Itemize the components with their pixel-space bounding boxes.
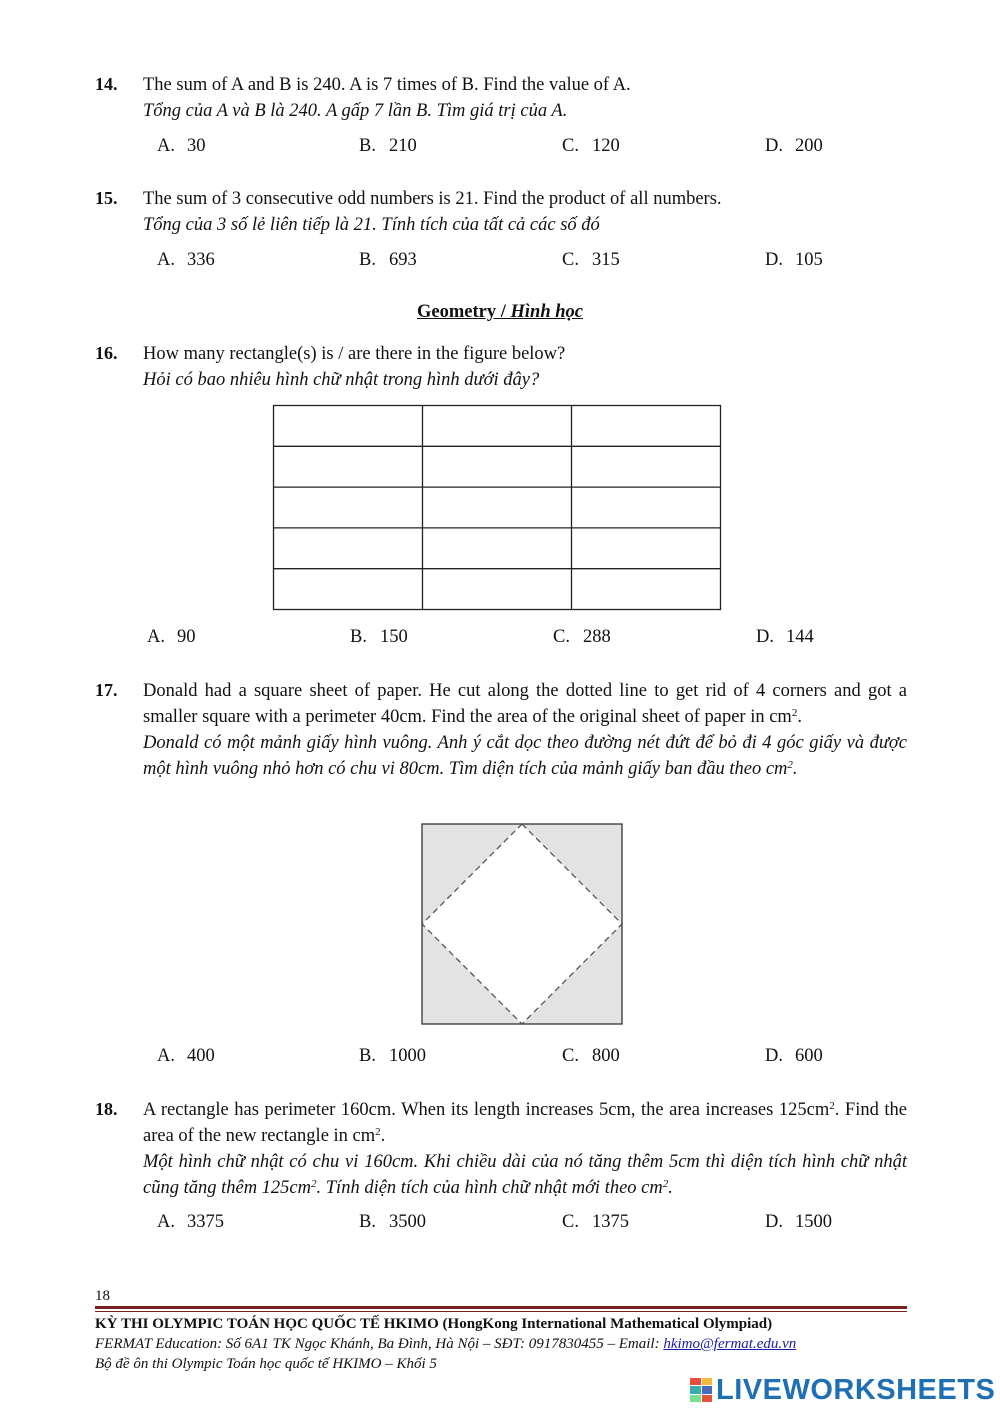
option-a[interactable]: A. 30 [157,136,206,156]
question-text-en: The sum of 3 consecutive odd numbers is 21. Find the product of all numbers. [143,189,722,209]
option-d[interactable]: D. 200 [765,136,823,156]
question-text-en: The sum of A and B is 240. A is 7 times of B. Find the value of A. [143,75,631,95]
footer-email-link[interactable]: hkimo@fermat.edu.vn [663,1336,797,1352]
option-b[interactable]: B. 150 [350,627,408,647]
option-b[interactable]: B. 1000 [359,1046,426,1066]
option-a[interactable]: A. 90 [147,627,196,647]
option-b[interactable]: B. 3500 [359,1212,426,1232]
grid-outer-border [274,406,721,610]
question-14 [95,72,907,124]
liveworksheets-logo-icon [690,1378,712,1402]
option-b[interactable]: B. 693 [359,250,417,270]
option-c[interactable]: C. 315 [562,250,620,270]
footer-rule [95,1306,907,1309]
question-number: 14. [95,74,118,94]
question-number: 15. [95,188,118,208]
section-heading-en: Geometry / [417,302,511,322]
cut-square-figure [421,823,623,1025]
footer-subtitle: Bộ đề ôn thi Olympic Toán học quốc tế HKIMO – Khối 5 [95,1356,437,1372]
option-c[interactable]: C. 120 [562,136,620,156]
option-d[interactable]: D. 1500 [765,1212,832,1232]
liveworksheets-brand [690,1374,995,1406]
question-text-vi: Hỏi có bao nhiêu hình chữ nhật trong hình dưới đây? [143,370,540,390]
question-text-en: Donald had a square sheet of paper. He cut along the dotted line to get rid of 4 corners and got a smaller square with a perimeter 40cm. Find the area of the original sheet of paper in $cm^2$. [143,681,907,727]
option-c[interactable]: C. 800 [562,1046,620,1066]
question-17 [95,678,907,782]
question-number: 17. [95,680,118,700]
liveworksheets-wordmark: LIVEWORKSHEETS [716,1373,996,1406]
rectangle-grid-figure [272,404,722,612]
question-text-vi: Một hình chữ nhật có chu vi 160cm. Khi chiều dài của nó tăng thêm 5cm thì diện tích hình chữ nhật cũng tăng thêm $125cm^2$. Tính diện tích của hình chữ nhật mới theo $cm^2$. [143,1152,907,1198]
question-text-vi: Tổng của A và B là 240. A gấp 7 lần B. Tìm giá trị của A. [143,101,568,121]
question-text-en: A rectangle has perimeter 160cm. When its length increases 5cm, the area increases $125cm^2$. Find the area of the new rectangle in $cm^2$. [143,1100,907,1146]
question-16 [95,341,907,393]
option-c[interactable]: C. 288 [553,627,611,647]
footer-title: KỲ THI OLYMPIC TOÁN HỌC QUỐC TẾ HKIMO (HongKong International Mathematical Olympiad) [95,1316,773,1332]
question-text-vi: Tổng của 3 số lẻ liên tiếp là 21. Tính tích của tất cả các số đó [143,215,600,235]
footer-contact: FERMAT Education: Số 6A1 TK Ngọc Khánh, Ba Đình, Hà Nội – SĐT: 0917830455 – Email: hkimo@fermat.edu.vn [95,1336,797,1352]
question-18 [95,1097,907,1201]
footer-rule-thin [95,1311,907,1312]
option-a[interactable]: A. 3375 [157,1212,224,1232]
question-number: 16. [95,343,118,363]
question-text-en: How many rectangle(s) is / are there in the figure below? [143,344,566,364]
option-b[interactable]: B. 210 [359,136,417,156]
question-number: 18. [95,1099,118,1119]
section-heading-vi: Hình học [510,302,583,322]
option-a[interactable]: A. 400 [157,1046,215,1066]
question-text-vi: Donald có một mảnh giấy hình vuông. Anh ý cắt dọc theo đường nét đứt để bỏ đi 4 góc giấy và được một hình vuông nhỏ hơn có chu vi 80cm. Tìm diện tích của mảnh giấy ban đầu theo $cm^2$. [143,733,907,779]
page-number: 18 [95,1288,110,1304]
question-15 [95,186,907,238]
section-heading [0,302,1000,323]
option-d[interactable]: D. 105 [765,250,823,270]
option-d[interactable]: D. 144 [756,627,814,647]
option-c[interactable]: C. 1375 [562,1212,629,1232]
option-d[interactable]: D. 600 [765,1046,823,1066]
option-a[interactable]: A. 336 [157,250,215,270]
